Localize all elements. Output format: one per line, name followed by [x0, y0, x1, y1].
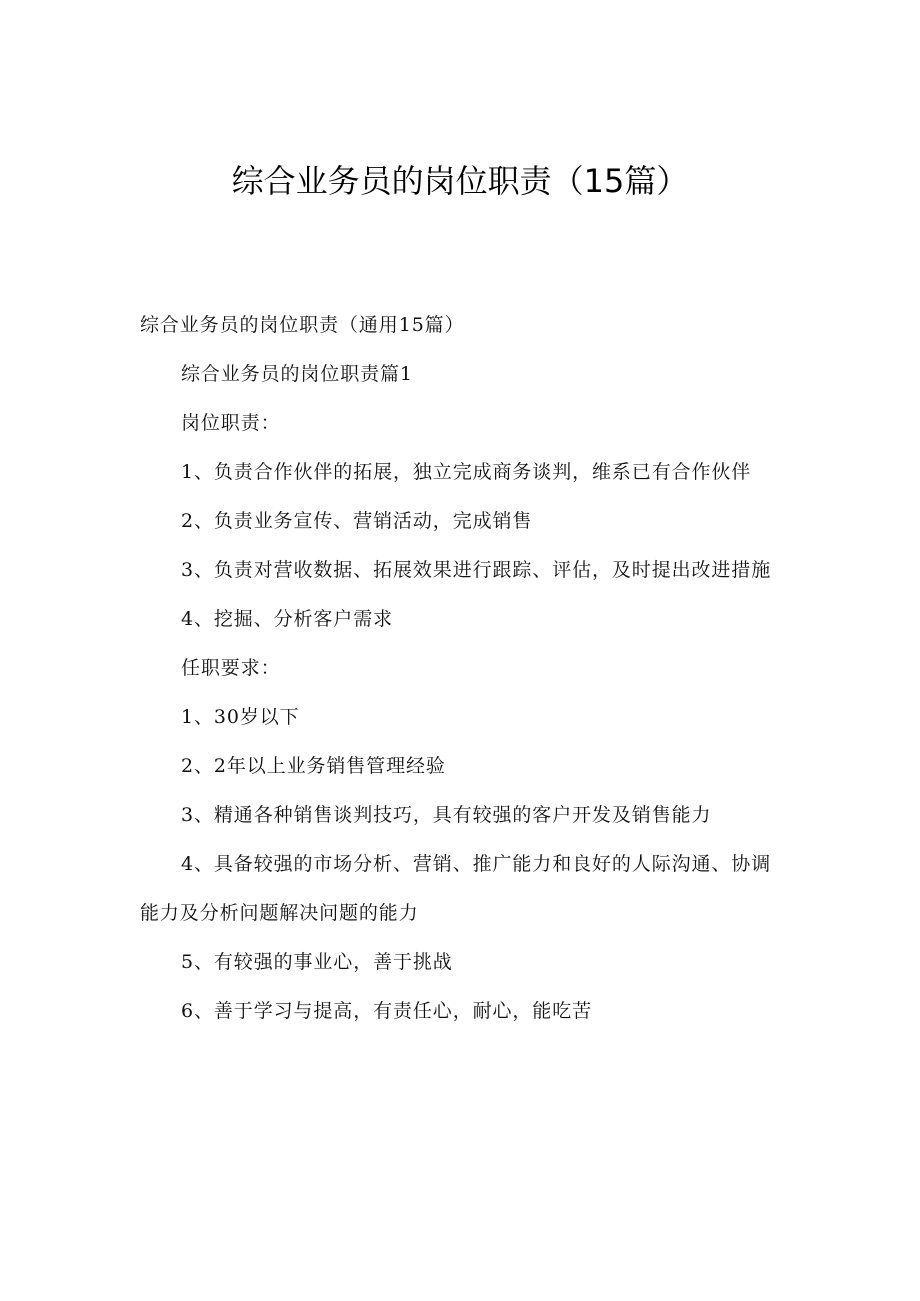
- duty-item-4: 4、挖掘、分析客户需求: [181, 608, 393, 630]
- requirement-item-4-continued: 能力及分析问题解决问题的能力: [140, 902, 419, 924]
- requirement-item-4: 4、具备较强的市场分析、营销、推广能力和良好的人际沟通、协调: [181, 853, 772, 875]
- duty-item-1: 1、负责合作伙伴的拓展，独立完成商务谈判，维系已有合作伙伴: [181, 461, 752, 483]
- requirement-item-1: 1、30岁以下: [181, 706, 300, 728]
- requirement-item-2: 2、2年以上业务销售管理经验: [181, 755, 446, 777]
- duty-item-3: 3、负责对营收数据、拓展效果进行跟踪、评估，及时提出改进措施: [181, 559, 772, 581]
- section-heading: 综合业务员的岗位职责篇1: [181, 363, 413, 385]
- duty-item-2: 2、负责业务宣传、营销活动，完成销售: [181, 510, 533, 532]
- duties-label: 岗位职责：: [181, 412, 281, 434]
- document-subtitle: 综合业务员的岗位职责（通用15篇）: [140, 314, 465, 336]
- requirement-item-5: 5、有较强的事业心，善于挑战: [181, 951, 453, 973]
- requirements-label: 任职要求：: [181, 657, 281, 679]
- document-title: 综合业务员的岗位职责（15篇）: [231, 162, 689, 200]
- requirement-item-6: 6、善于学习与提高，有责任心，耐心，能吃苦: [181, 1000, 592, 1022]
- requirement-item-3: 3、精通各种销售谈判技巧，具有较强的客户开发及销售能力: [181, 804, 712, 826]
